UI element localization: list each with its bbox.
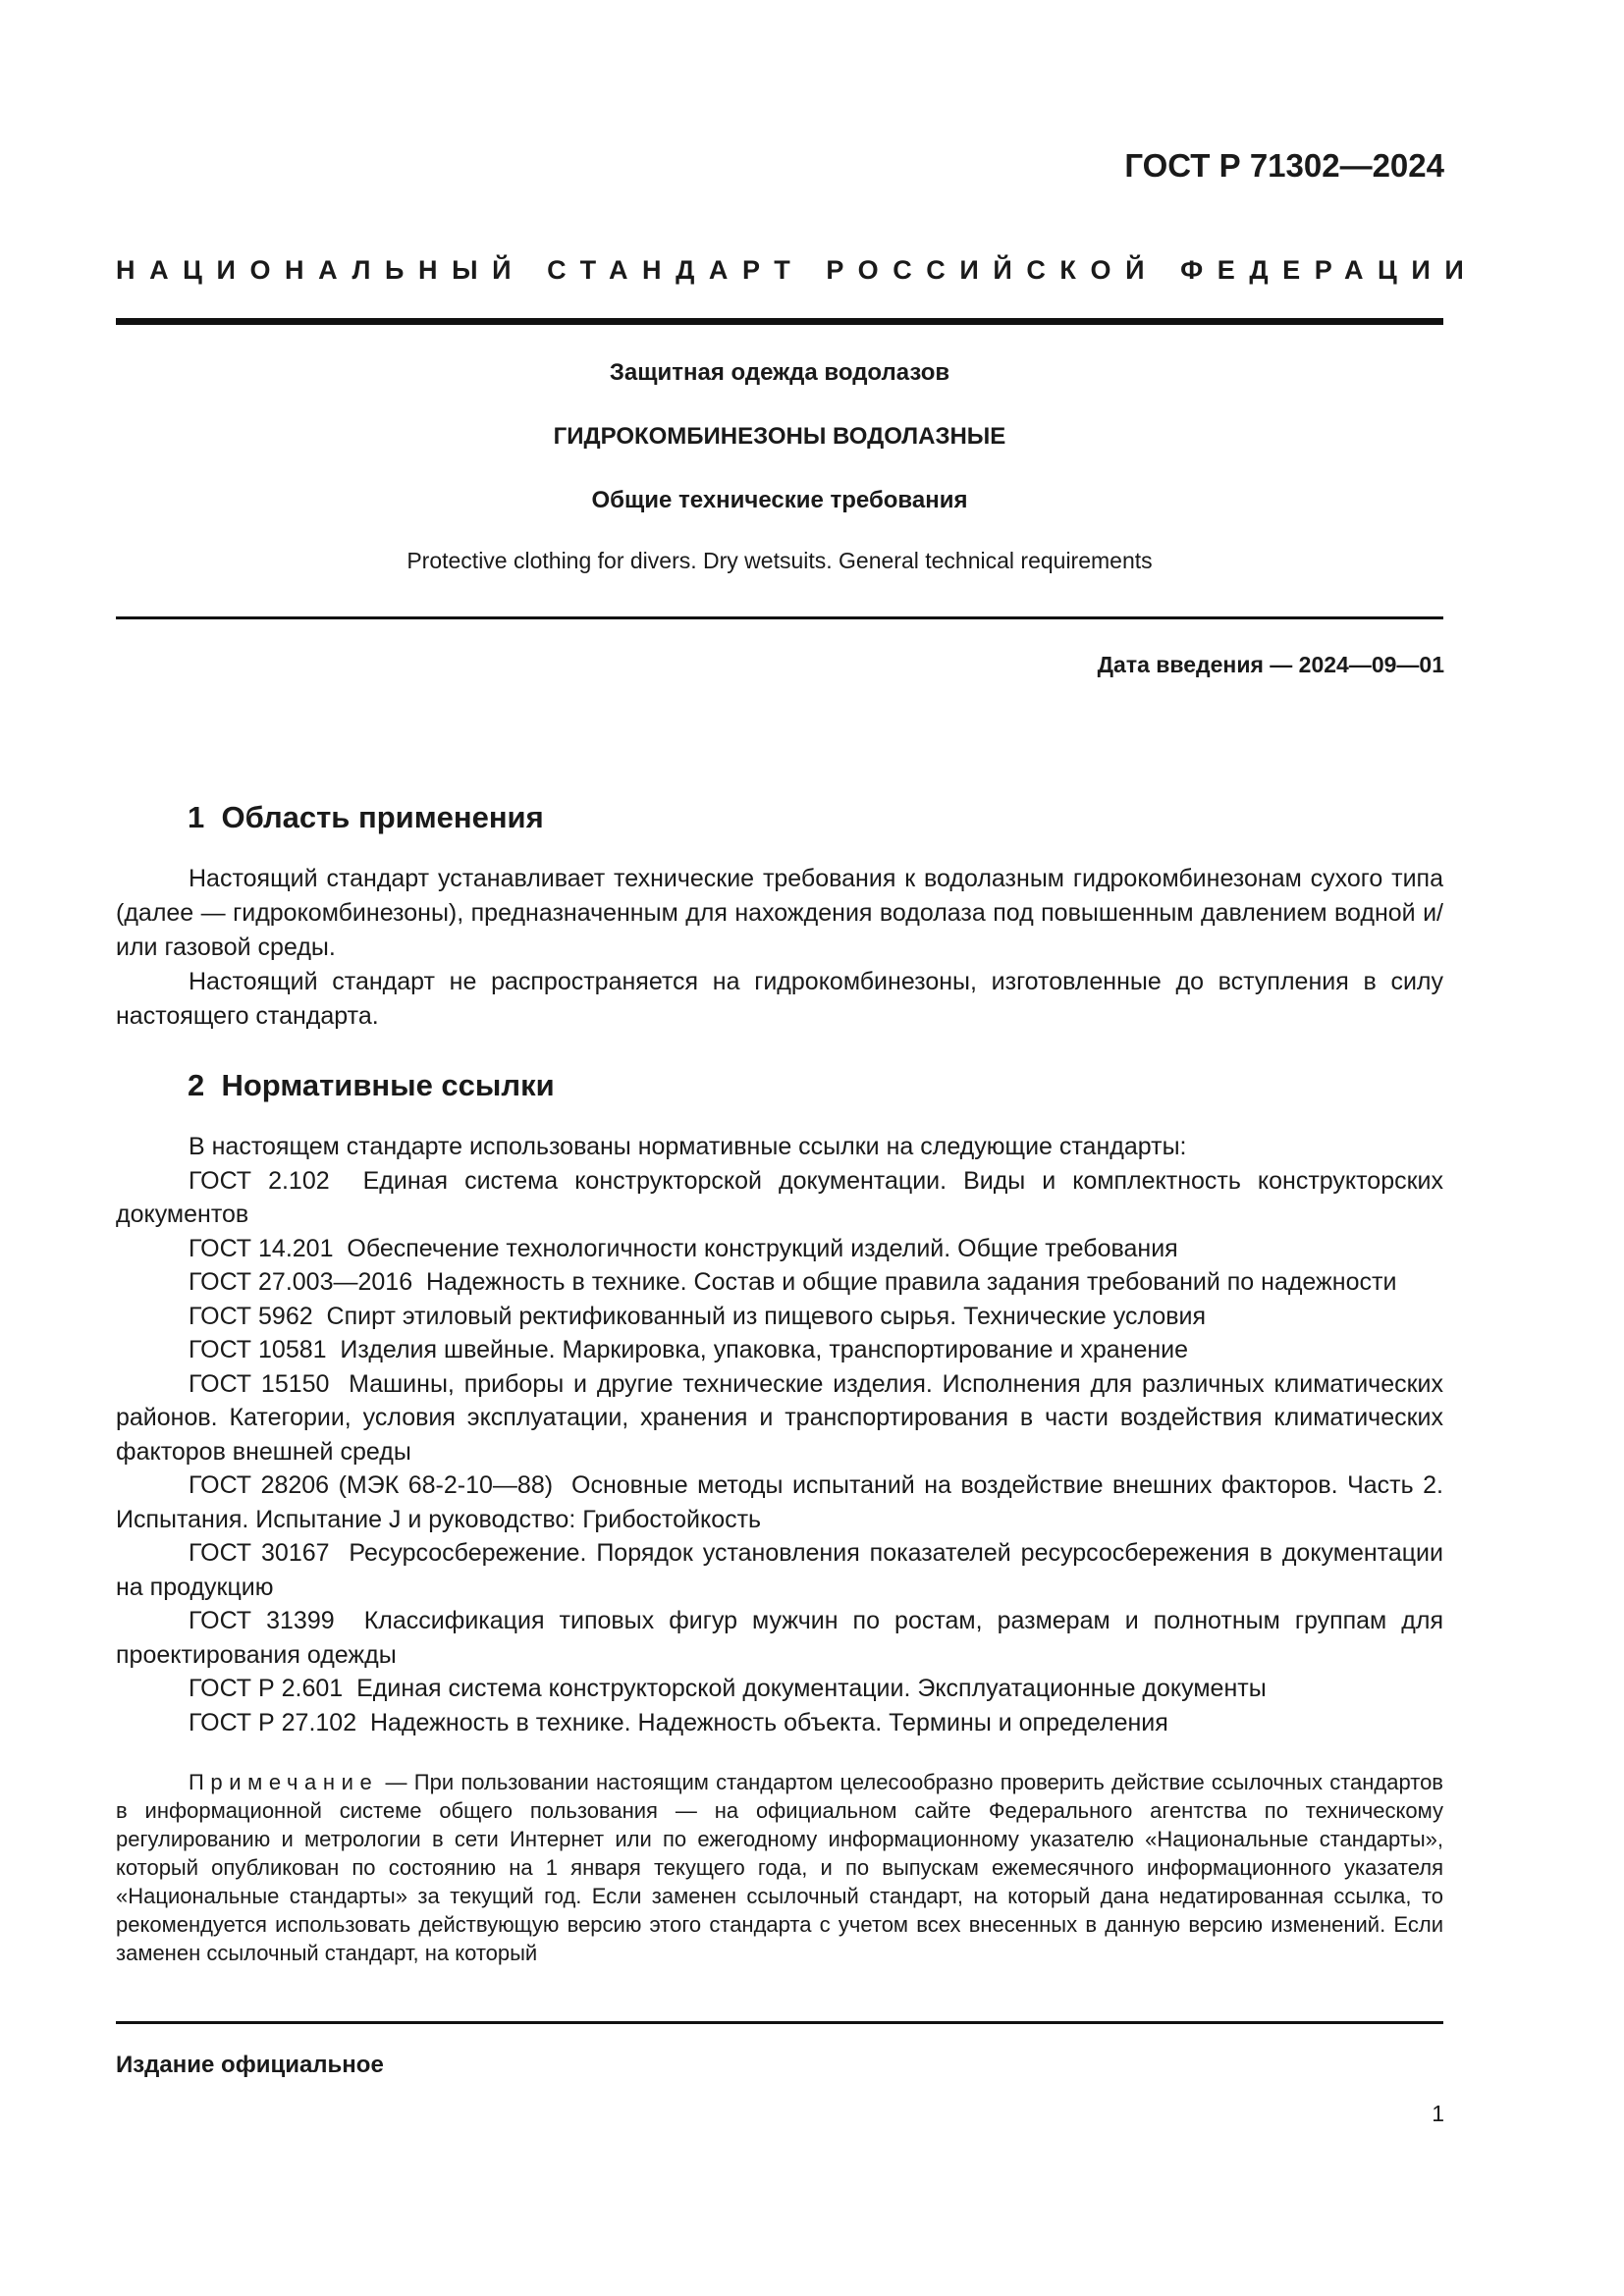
title-bottom-rule [116, 616, 1443, 619]
introduction-date: Дата введения — 2024—09—01 [1097, 652, 1444, 677]
reference-item: ГОСТ 30167 Ресурсосбережение. Порядок установления показателей ресурсосбережения в документации на продукцию [116, 1539, 1450, 1601]
reference-item: ГОСТ 2.102 Единая система конструкторской документации. Виды и комплектность конструкторских документов [116, 1166, 1450, 1228]
title-line-3: Общие технические требования [591, 487, 968, 513]
reference-item: ГОСТ 14.201 Обеспечение технологичности конструкций изделий. Общие требования [189, 1234, 1178, 1262]
english-title: Protective clothing for divers. Dry wetsuits. General technical requirements [406, 548, 1153, 573]
title-line-1: Защитная одежда водолазов [609, 359, 950, 386]
note-text: — При пользовании настоящим стандартом целесообразно проверить действие ссылочных стандартов в информационной системе общего пользования — на официальном сайте Федерального агентства по техническому регулированию и метрологии в сети Интернет или по ежегодному информационному указателю «Национальные стандарты», который опубликован по состоянию на 1 января текущего года, и по выпускам ежемесячного информационного указателя «Национальные стандарты» за текущий год. Если заменен ссылочный стандарт, на который дана недатированная ссылка, то рекомендуется использовать действующую версию этого стандарта с учетом всех внесенных в данную версию изменений. Если заменен ссылочный стандарт, на который [116, 1770, 1443, 1965]
reference-item: ГОСТ 5962 Спирт этиловый ректификованный из пищевого сырья. Технические условия [189, 1302, 1207, 1330]
footer-rule [116, 2021, 1443, 2024]
reference-item: ГОСТ Р 27.102 Надежность в технике. Надежность объекта. Термины и определения [189, 1708, 1168, 1736]
note-label: Примечание [189, 1770, 379, 1794]
section-2-heading: 2 Нормативные ссылки [188, 1068, 555, 1102]
official-edition-label: Издание официальное [116, 2052, 384, 2078]
reference-item: ГОСТ 31399 Классификация типовых фигур мужчин по ростам, размерам и полнотным группам для проектирования одежды [116, 1607, 1450, 1669]
normative-references-list [116, 1130, 1450, 1739]
reference-item: ГОСТ 27.003—2016 Надежность в технике. Состав и общие правила задания требований по надежности [189, 1268, 1397, 1296]
section-1-paragraph: Настоящий стандарт устанавливает технические требования к водолазным гидрокомбинезонам сухого типа (далее — гидрокомбинезоны), предназначенным для нахождения водолаза под повышенным давлением водной и/или газовой среды. [116, 865, 1443, 961]
document-id: ГОСТ Р 71302—2024 [1124, 147, 1444, 184]
reference-item: ГОСТ 10581 Изделия швейные. Маркировка, упаковка, транспортирование и хранение [189, 1336, 1189, 1363]
title-line-2: ГИДРОКОМБИНЕЗОНЫ ВОДОЛАЗНЫЕ [553, 423, 1006, 450]
section-1-heading: 1 Область применения [188, 800, 544, 834]
reference-item: ГОСТ Р 2.601 Единая система конструкторской документации. Эксплуатационные документы [189, 1675, 1267, 1702]
national-standard-banner: НАЦИОНАЛЬНЫЙ СТАНДАРТ РОССИЙСКОЙ ФЕДЕРАЦИИ [116, 255, 1479, 285]
references-note [116, 1768, 1443, 1967]
section-1-body [116, 862, 1443, 1034]
page-number: 1 [1432, 2101, 1444, 2126]
reference-item: ГОСТ 15150 Машины, приборы и другие технические изделия. Исполнения для различных климатических районов. Категории, условия эксплуатации, хранения и транспортирования в части воздействия климатических факторов внешней среды [116, 1369, 1450, 1466]
top-thick-rule [116, 318, 1443, 325]
section-1-paragraph: Настоящий стандарт не распространяется на гидрокомбинезоны, изготовленные до вступления в силу настоящего стандарта. [116, 968, 1443, 1030]
reference-item: ГОСТ 28206 (МЭК 68-2-10—88) Основные методы испытаний на воздействие внешних факторов. Часть 2. Испытания. Испытание J и руководство: Грибостойкость [116, 1471, 1450, 1533]
references-intro: В настоящем стандарте использованы нормативные ссылки на следующие стандарты: [189, 1133, 1187, 1160]
